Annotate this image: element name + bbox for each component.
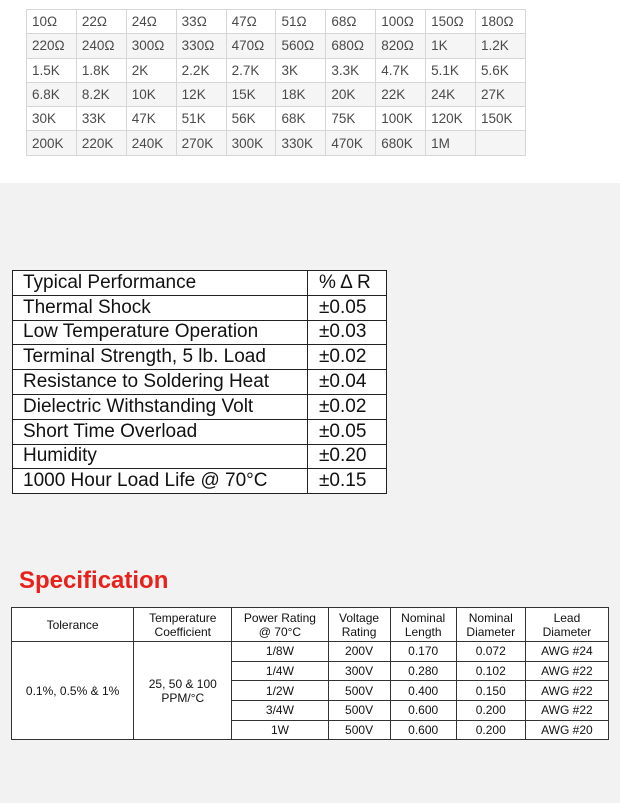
performance-row [13,345,387,370]
resistor-value-cell: 18K [276,82,326,106]
performance-header-name: Typical Performance [13,271,308,296]
resistor-value-cell: 75K [326,107,376,131]
spec-lead-cell: AWG #22 [525,681,608,701]
resistor-value-cell: 20K [326,82,376,106]
specification-title: Specification [19,567,169,594]
performance-test-value: ±0.15 [308,469,387,494]
values-row [27,58,526,82]
resistor-value-cell: 47Ω [226,10,276,34]
resistor-values-panel [0,0,620,183]
performance-test-name: Resistance to Soldering Heat [13,370,308,395]
resistor-value-cell: 30K [27,107,77,131]
resistor-value-cell: 330K [276,131,326,155]
performance-test-name: Low Temperature Operation [13,320,308,345]
resistor-value-cell: 470Ω [226,34,276,58]
resistor-value-cell: 1.8K [76,58,126,82]
resistor-value-cell: 560Ω [276,34,326,58]
performance-test-value: ±0.02 [308,345,387,370]
spec-power-cell: 1W [232,720,328,740]
resistor-value-cell: 68Ω [326,10,376,34]
spec-header-temp-coeff: Temperature Coefficient [134,608,232,642]
spec-voltage-cell: 300V [328,661,390,681]
resistor-value-cell: 220K [76,131,126,155]
resistor-value-cell: 10K [126,82,176,106]
resistor-value-cell: 10Ω [27,10,77,34]
resistor-value-cell: 470K [326,131,376,155]
performance-row [13,370,387,395]
resistor-value-cell: 2.7K [226,58,276,82]
performance-test-name: 1000 Hour Load Life @ 70°C [13,469,308,494]
resistor-value-cell: 22Ω [76,10,126,34]
resistor-value-cell: 240K [126,131,176,155]
resistor-value-cell: 1M [426,131,476,155]
spec-power-cell: 1/4W [232,661,328,681]
performance-test-value: ±0.20 [308,444,387,469]
resistor-value-cell: 680K [376,131,426,155]
resistor-value-cell: 200K [27,131,77,155]
resistor-value-cell: 2K [126,58,176,82]
values-row [27,131,526,155]
resistor-value-cell: 4.7K [376,58,426,82]
spec-length-cell: 0.600 [390,720,456,740]
spec-header-power: Power Rating @ 70°C [232,608,328,642]
spec-tolerance-value: 0.1%, 0.5% & 1% [12,642,134,740]
resistor-value-cell: 3.3K [326,58,376,82]
performance-row [13,469,387,494]
spec-temp-coeff-value: 25, 50 & 100 PPM/°C [134,642,232,740]
resistor-value-cell: 1.5K [27,58,77,82]
spec-lead-cell: AWG #22 [525,701,608,721]
performance-test-name: Humidity [13,444,308,469]
values-row [27,107,526,131]
spec-lead-cell: AWG #20 [525,720,608,740]
resistor-value-cell: 51K [176,107,226,131]
spec-header-lead: Lead Diameter [525,608,608,642]
resistor-value-cell: 1K [426,34,476,58]
spec-header-voltage: Voltage Rating [328,608,390,642]
spec-diameter-cell: 0.200 [456,701,525,721]
spec-length-cell: 0.280 [390,661,456,681]
performance-test-value: ±0.04 [308,370,387,395]
spec-voltage-cell: 500V [328,701,390,721]
resistor-value-cell: 6.8K [27,82,77,106]
spec-header-diameter: Nominal Diameter [456,608,525,642]
performance-row [13,320,387,345]
resistor-value-cell [476,131,526,155]
spec-voltage-cell: 500V [328,681,390,701]
spec-voltage-cell: 200V [328,642,390,662]
resistor-value-cell: 180Ω [476,10,526,34]
resistor-value-cell: 24Ω [126,10,176,34]
specification-table [11,607,609,740]
resistor-value-cell: 33K [76,107,126,131]
performance-row [13,444,387,469]
resistor-value-cell: 3K [276,58,326,82]
performance-test-value: ±0.05 [308,419,387,444]
spec-diameter-cell: 0.072 [456,642,525,662]
performance-test-name: Thermal Shock [13,295,308,320]
resistor-value-cell: 100K [376,107,426,131]
performance-table [12,270,387,494]
resistor-value-cell: 150K [476,107,526,131]
resistor-value-cell: 820Ω [376,34,426,58]
performance-test-value: ±0.03 [308,320,387,345]
resistor-value-cell: 47K [126,107,176,131]
resistor-value-cell: 8.2K [76,82,126,106]
resistor-value-cell: 56K [226,107,276,131]
performance-test-value: ±0.05 [308,295,387,320]
spec-length-cell: 0.400 [390,681,456,701]
spec-power-cell: 1/2W [232,681,328,701]
resistor-value-cell: 300Ω [126,34,176,58]
resistor-value-cell: 300K [226,131,276,155]
spec-header-row [12,608,609,642]
resistor-value-cell: 220Ω [27,34,77,58]
performance-test-value: ±0.02 [308,394,387,419]
spec-power-cell: 3/4W [232,701,328,721]
resistor-value-cell: 22K [376,82,426,106]
performance-header-value: % Δ R [308,271,387,296]
spec-row [12,642,609,662]
values-row [27,10,526,34]
resistor-value-cell: 330Ω [176,34,226,58]
resistor-value-cell: 51Ω [276,10,326,34]
resistor-value-cell: 150Ω [426,10,476,34]
spec-diameter-cell: 0.200 [456,720,525,740]
resistor-value-cell: 100Ω [376,10,426,34]
resistor-values-table [26,9,526,156]
performance-test-name: Dielectric Withstanding Volt [13,394,308,419]
resistor-value-cell: 33Ω [176,10,226,34]
spec-lead-cell: AWG #22 [525,661,608,681]
values-row [27,82,526,106]
performance-test-name: Short Time Overload [13,419,308,444]
resistor-value-cell: 2.2K [176,58,226,82]
resistor-value-cell: 680Ω [326,34,376,58]
performance-header-row [13,271,387,296]
spec-diameter-cell: 0.102 [456,661,525,681]
resistor-value-cell: 120K [426,107,476,131]
spec-lead-cell: AWG #24 [525,642,608,662]
resistor-value-cell: 270K [176,131,226,155]
spec-header-length: Nominal Length [390,608,456,642]
spec-length-cell: 0.170 [390,642,456,662]
performance-row [13,419,387,444]
spec-diameter-cell: 0.150 [456,681,525,701]
resistor-value-cell: 5.6K [476,58,526,82]
performance-row [13,394,387,419]
resistor-value-cell: 15K [226,82,276,106]
performance-row [13,295,387,320]
resistor-value-cell: 24K [426,82,476,106]
spec-power-cell: 1/8W [232,642,328,662]
spec-length-cell: 0.600 [390,701,456,721]
resistor-value-cell: 1.2K [476,34,526,58]
spec-voltage-cell: 500V [328,720,390,740]
resistor-value-cell: 5.1K [426,58,476,82]
values-row [27,34,526,58]
resistor-value-cell: 240Ω [76,34,126,58]
spec-header-tolerance: Tolerance [12,608,134,642]
resistor-value-cell: 12K [176,82,226,106]
resistor-value-cell: 68K [276,107,326,131]
performance-test-name: Terminal Strength, 5 lb. Load [13,345,308,370]
resistor-value-cell: 27K [476,82,526,106]
